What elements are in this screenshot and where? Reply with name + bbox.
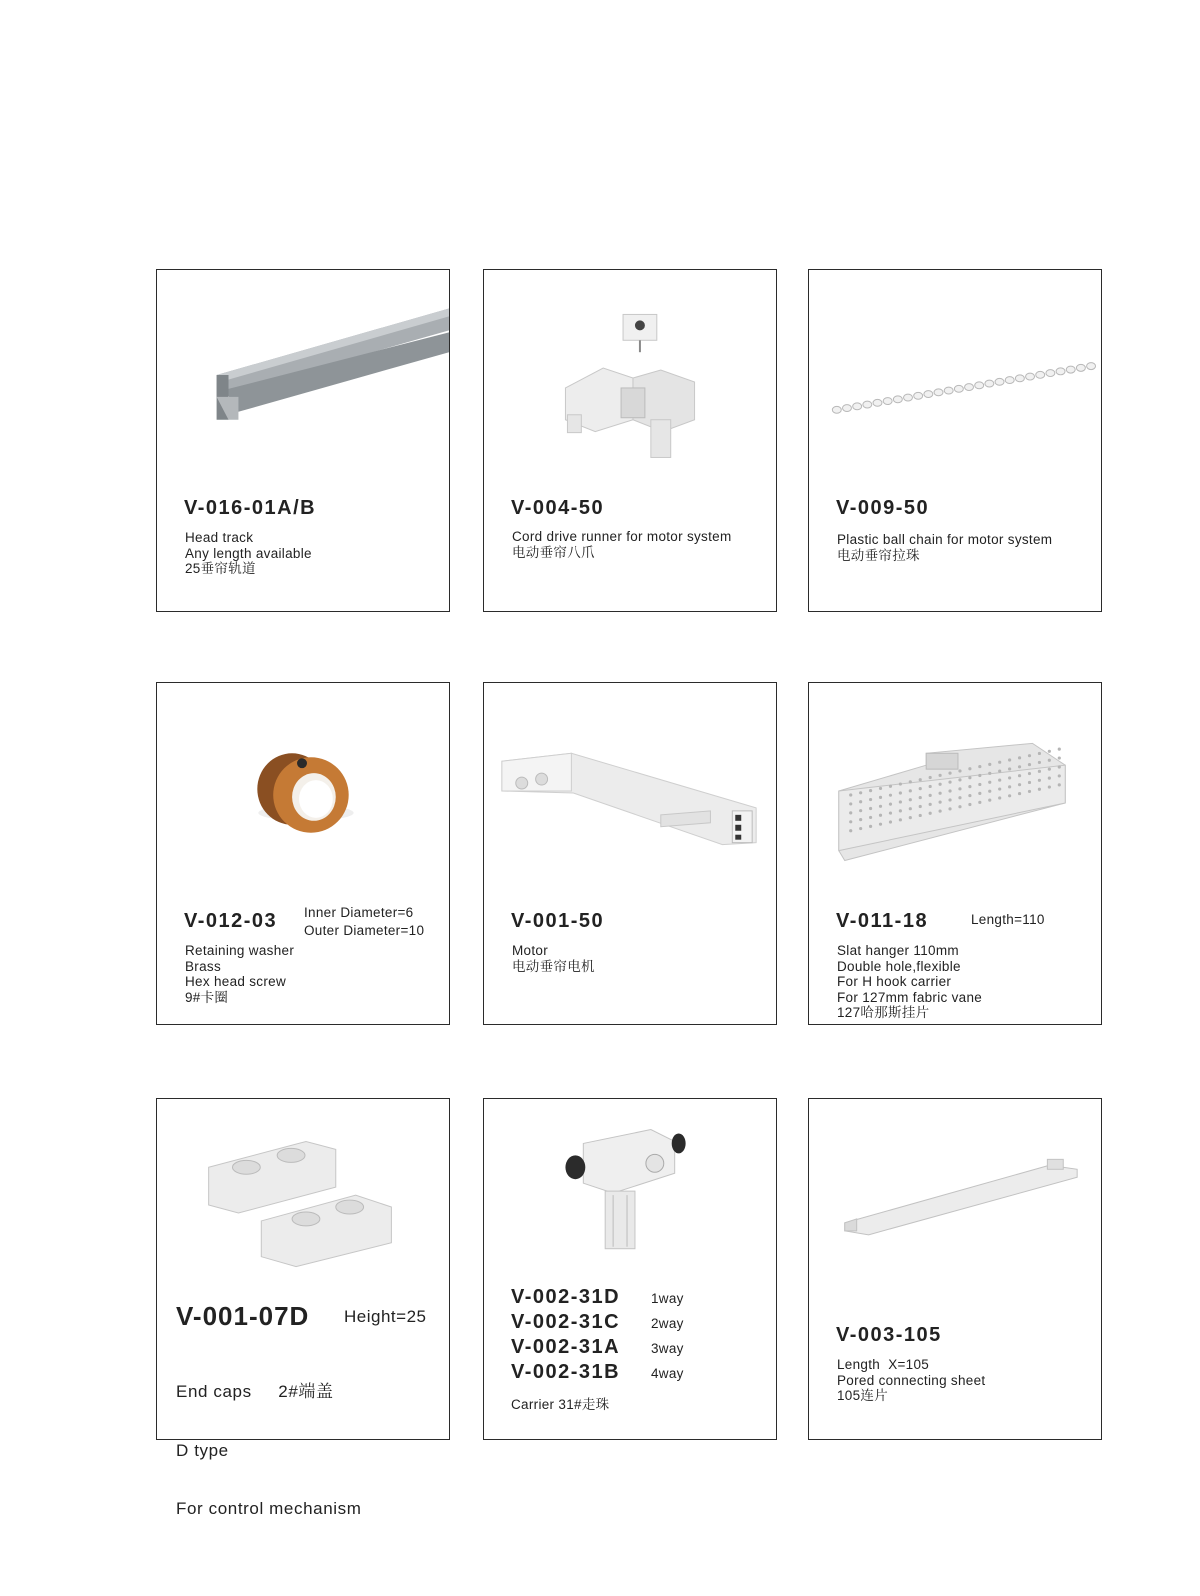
product-specs [971,911,1045,929]
hanger-hole [909,798,912,801]
hanger-hole [948,789,951,792]
hanger-hole [939,792,942,795]
hanger-hole [1038,761,1041,764]
product-spec: Height=25 [344,1307,427,1326]
chain-bead [863,401,872,408]
desc-line: 25垂帘轨道 [185,561,256,576]
variant-row [511,1361,684,1384]
hanger-hole [889,785,892,788]
product-card-carrier [483,1098,777,1440]
chain-bead [904,394,913,401]
product-card-connecting-sheet [808,1098,1102,1440]
desc-line: For 127mm fabric vane [837,989,983,1005]
hanger-hole [988,781,991,784]
chain-bead [985,380,994,387]
hanger-hole [968,803,971,806]
product-card-head-track [156,269,450,612]
chain-bead [1056,368,1065,375]
hanger-hole [929,812,932,815]
chain-bead [944,387,953,394]
hanger-hole [1018,765,1021,768]
hanger-hole [869,825,872,828]
product-card-end-caps [156,1098,450,1518]
hanger-hole [849,793,852,796]
hanger-hole [948,798,951,801]
desc-line: Hex head screw [185,974,286,989]
chain-bead [893,396,902,403]
product-code: V-012-03 [184,910,278,932]
hanger-hole [849,811,852,814]
hanger-hole [879,814,882,817]
hanger-hole [879,796,882,799]
desc-line: End caps 2#端盖 [176,1382,334,1401]
hanger-hole [1008,785,1011,788]
hanger-hole [1008,767,1011,770]
product-code: V-001-07D [176,1301,310,1331]
hanger-hole [879,805,882,808]
hanger-hole [849,802,852,805]
desc-line: Slat hanger 110mm [837,943,959,958]
spec-line: Outer Diameter=10 [304,923,425,938]
hanger-hole [899,818,902,821]
hanger-hole [968,794,971,797]
product-description [511,1397,609,1413]
hanger-hole [939,809,942,812]
hanger-hole [889,820,892,823]
chain-bead [1015,375,1024,382]
hanger-hole [909,780,912,783]
variant-code: V-002-31B [511,1361,621,1383]
hanger-hole [1018,792,1021,795]
chain-bead [873,399,882,406]
product-description [512,943,595,974]
variant-way: 1way [651,1291,684,1306]
desc-line: 电动垂帘八爪 [512,544,595,560]
hanger-hole [998,761,1001,764]
hanger-hole [998,778,1001,781]
product-code: V-009-50 [836,497,930,519]
chain-bead [1026,373,1035,380]
hanger-hole [1038,779,1041,782]
hanger-hole [1048,759,1051,762]
hanger-hole [939,801,942,804]
product-code: V-004-50 [511,497,605,519]
product-description [185,943,294,1005]
hanger-hole [1048,750,1051,753]
desc-line: Pored connecting sheet [837,1372,986,1388]
variant-row [511,1311,684,1334]
hanger-hole [879,787,882,790]
hanger-hole [939,783,942,786]
hanger-hole [919,778,922,781]
product-description [837,943,982,1021]
hanger-hole [869,807,872,810]
hanger-hole [919,787,922,790]
chain-bead [1046,370,1055,377]
chain-bead [995,378,1004,385]
end-caps-image [157,1099,449,1319]
hanger-hole [879,823,882,826]
chain-bead [914,392,923,399]
hanger-hole [929,776,932,779]
variant-code: V-002-31C [511,1311,621,1333]
hanger-hole [1058,748,1061,751]
spec-line: Length=110 [971,912,1045,927]
chain-bead [1036,371,1045,378]
hanger-hole [988,772,991,775]
hanger-hole [958,787,961,790]
desc-line: 105连片 [837,1388,889,1403]
product-description [837,1357,985,1404]
chain-bead [832,406,841,413]
hanger-hole [909,807,912,810]
hanger-hole [939,774,942,777]
hanger-hole [958,796,961,799]
variant-way: 4way [651,1366,684,1381]
hanger-hole [889,794,892,797]
chain-bead [1066,366,1075,373]
desc-line: Brass [185,958,222,974]
hanger-hole [978,801,981,804]
hanger-hole [1028,754,1031,757]
hanger-hole [1038,788,1041,791]
variant-code: V-002-31D [511,1286,621,1308]
hanger-hole [1008,758,1011,761]
hanger-hole [869,798,872,801]
chain-bead [954,385,963,392]
product-code: V-001-50 [511,910,605,932]
hanger-hole [859,809,862,812]
hanger-hole [909,789,912,792]
chain-bead [843,405,852,412]
hanger-hole [1028,763,1031,766]
hanger-hole [869,789,872,792]
hanger-hole [988,790,991,793]
spec-line: Inner Diameter=6 [304,905,414,920]
desc-line: For control mechanism [176,1499,362,1518]
hanger-hole [948,807,951,810]
variant-way: 3way [651,1341,684,1356]
hanger-hole [1048,768,1051,771]
hanger-hole [859,791,862,794]
hanger-hole [899,800,902,803]
product-description [176,1343,362,1558]
product-code: V-011-18 [836,910,929,932]
hanger-hole [958,769,961,772]
desc-line: 9#卡圈 [185,989,229,1005]
chain-bead [853,403,862,410]
cord-drive-runner-image [484,270,776,490]
hanger-hole [859,818,862,821]
chain-bead [924,391,933,398]
desc-line: Carrier 31#走珠 [511,1397,610,1412]
hanger-hole [1028,790,1031,793]
chain-bead [934,389,943,396]
hanger-hole [948,780,951,783]
variant-code: V-002-31A [511,1336,621,1358]
hanger-hole [988,763,991,766]
hanger-hole [978,774,981,777]
hanger-hole [889,803,892,806]
hanger-hole [978,792,981,795]
hanger-hole [1018,783,1021,786]
product-specs [304,904,424,940]
hanger-hole [899,809,902,812]
hanger-hole [1058,774,1061,777]
hanger-hole [1038,770,1041,773]
hanger-hole [899,791,902,794]
hanger-hole [1048,785,1051,788]
hanger-hole [978,765,981,768]
desc-line: Plastic ball chain for motor system [837,532,1053,547]
hanger-hole [958,805,961,808]
hanger-hole [929,794,932,797]
product-card-ball-chain [808,269,1102,612]
chain-bead [1005,377,1014,384]
product-card-cord-drive-runner [483,269,777,612]
hanger-hole [1038,752,1041,755]
chain-bead [975,382,984,389]
chain-bead [883,398,892,405]
product-card-retaining-washer [156,682,450,1025]
hanger-hole [968,767,971,770]
hanger-hole [929,785,932,788]
product-description [185,530,312,577]
desc-line: 127哈那斯挂片 [837,1005,930,1020]
hanger-hole [1018,774,1021,777]
desc-line: Double hole,flexible [837,958,961,974]
hanger-hole [859,800,862,803]
hanger-hole [968,776,971,779]
retaining-washer-image [157,683,449,903]
hanger-hole [929,803,932,806]
product-code: V-016-01A/B [184,497,317,519]
desc-line: 电动垂帘拉珠 [837,547,920,563]
product-description [512,529,732,560]
slat-hanger-image [809,683,1101,903]
desc-line: Motor [512,943,549,958]
desc-line: Retaining washer [185,943,295,958]
variant-row [511,1286,684,1309]
hanger-hole [919,814,922,817]
desc-line: D type [176,1440,229,1460]
desc-line: Length X=105 [837,1357,930,1372]
hanger-hole [1018,756,1021,759]
ball-chain-image [809,270,1101,490]
hanger-hole [968,785,971,788]
product-card-motor [483,682,777,1025]
product-description [837,532,1052,563]
desc-line: 电动垂帘电机 [512,958,595,974]
hanger-hole [869,816,872,819]
hanger-hole [1058,765,1061,768]
hanger-hole [958,778,961,781]
hanger-hole [849,820,852,823]
head-track-image [157,270,449,490]
product-code: V-003-105 [836,1324,942,1346]
desc-line: Head track [185,530,254,545]
hanger-hole [849,829,852,832]
hanger-hole [1008,776,1011,779]
hanger-hole [998,796,1001,799]
variant-way: 2way [651,1316,684,1331]
hanger-hole [998,770,1001,773]
hanger-hole [978,783,981,786]
product-card-slat-hanger [808,682,1102,1025]
hanger-hole [919,796,922,799]
chain-bead [1087,363,1096,370]
hanger-hole [948,772,951,775]
hanger-hole [919,805,922,808]
hanger-hole [889,811,892,814]
hanger-hole [909,816,912,819]
hanger-hole [988,799,991,802]
hanger-hole [1028,781,1031,784]
hanger-hole [1008,794,1011,797]
desc-line: For H hook carrier [837,974,952,989]
desc-line: Cord drive runner for motor system [512,529,732,544]
chain-bead [965,384,974,391]
motor-image [484,683,776,903]
hanger-hole [998,787,1001,790]
variant-row [511,1336,684,1359]
hanger-hole [1028,772,1031,775]
connecting-sheet-image [809,1099,1101,1319]
hanger-hole [859,827,862,830]
hanger-hole [1048,777,1051,780]
desc-line: Any length available [185,545,312,561]
hanger-hole [899,782,902,785]
chain-bead [1076,364,1085,371]
hanger-hole [1058,783,1061,786]
hanger-hole [1058,756,1061,759]
